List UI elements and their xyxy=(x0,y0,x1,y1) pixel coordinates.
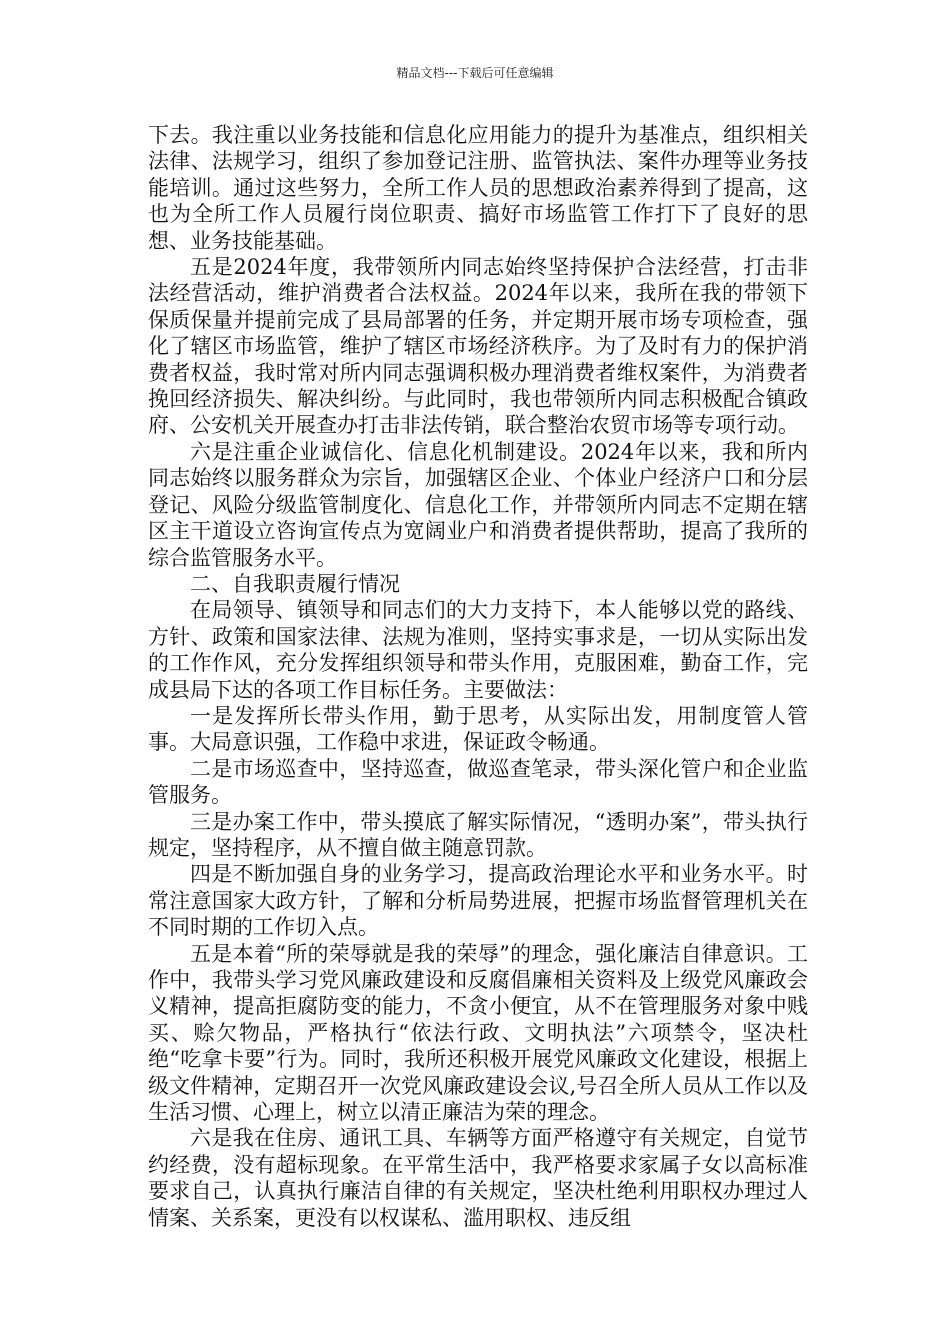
paragraph: 下去。我注重以业务技能和信息化应用能力的提升为基准点，组织相关法律、法规学习，组织了参加登记注册、监管执法、案件办理等业务技能培训。通过这些努力，全所工作人员的思想政治素养得到了提高，这也为全所工作人员履行岗位职责、搞好市场监管工作打下了良好的思想、业务技能基础。 xyxy=(148,123,808,253)
page-header: 精品文档---下载后可任意编辑 xyxy=(396,66,554,80)
paragraph: 五是本着“所的荣辱就是我的荣辱”的理念，强化廉洁自律意识。工作中，我带头学习党风廉政建设和反腐倡廉相关资料及上级党风廉政会义精神，提高拒腐防变的能力，不贪小便宜，从不在管理服务对象中贱买、赊欠物品，严格执行“依法行政、文明执法”六项禁令，坚决杜绝“吃拿卡要”行为。同时，我所还积极开展党风廉政文化建设，根据上级文件精神，定期召开一次党风廉政建设会议,号召全所人员从工作以及生活习惯、心理上，树立以清正廉洁为荣的理念。 xyxy=(148,941,808,1125)
paragraph: 五是2024年度，我带领所内同志始终坚持保护合法经营，打击非法经营活动，维护消费者合法权益。2024年以来，我所在我的带领下保质保量并提前完成了县局部署的任务，并定期开展市场专项检查，强化了辖区市场监管，维护了辖区市场经济秩序。为了及时有力的保护消费者权益，我时常对所内同志强调积极办理消费者维权案件，为消费者挽回经济损失、解决纠纷。与此同时，我也带领所内同志积极配合镇政府、公安机关开展查办打击非法传销，联合整治农贸市场等专项行动。 xyxy=(148,255,808,438)
paragraph: 四是不断加强自身的业务学习，提高政治理论水平和业务水平。时常注意国家大政方针，了解和分析局势进展，把握市场监督管理机关在不同时期的工作切入点。 xyxy=(148,862,808,940)
paragraph: 二、自我职责履行情况 xyxy=(190,571,400,596)
paragraph: 二是市场巡查中，坚持巡查，做巡查笔录，带头深化管户和企业监管服务。 xyxy=(148,756,808,808)
paragraph: 一是发挥所长带头作用，勤于思考，从实际出发，用制度管人管事。大局意识强，工作稳中求进，保证政令畅通。 xyxy=(148,703,808,755)
paragraph: 六是我在住房、通讯工具、车辆等方面严格遵守有关规定，自觉节约经费，没有超标现象。在平常生活中，我严格要求家属子女以高标准要求自己，认真执行廉洁自律的有关规定，坚决杜绝利用职权办理过人情案、关系案，更没有以权谋私、滥用职权、违反组 xyxy=(148,1126,808,1230)
paragraph: 在局领导、镇领导和同志们的大力支持下，本人能够以党的路线、方针、政策和国家法律、法规为准则，坚持实事求是，一切从实际出发的工作作风，充分发挥组织领导和带头作用，克服困难，勤奋工作，完成县局下达的各项工作目标任务。主要做法： xyxy=(148,598,808,702)
document-body xyxy=(148,122,808,1231)
paragraph: 六是注重企业诚信化、信息化机制建设。2024年以来，我和所内同志始终以服务群众为宗旨，加强辖区企业、个体业户经济户口和分层登记、风险分级监管制度化、信息化工作，并带领所内同志不定期在辖区主干道设立咨询宣传点为宽阔业户和消费者提供帮助，提高了我所的综合监管服务水平。 xyxy=(148,439,808,570)
paragraph: 三是办案工作中，带头摸底了解实际情况，“透明办案”，带头执行规定，坚持程序，从不擅自做主随意罚款。 xyxy=(148,809,808,860)
